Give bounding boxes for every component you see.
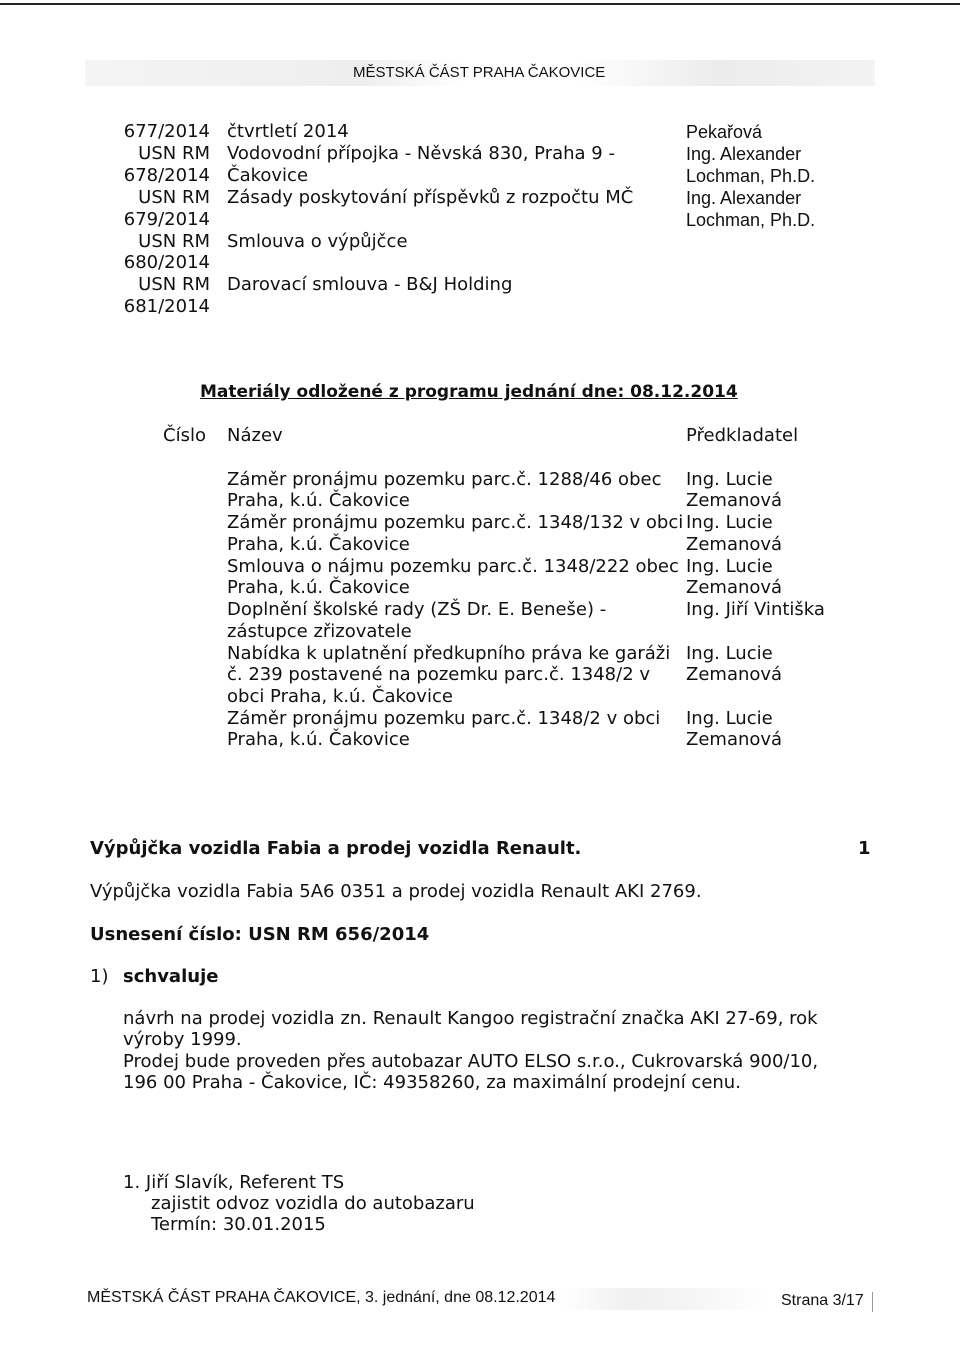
- list-item: Zemanová: [686, 534, 783, 555]
- list-item: Zemanová: [686, 729, 783, 750]
- task-line: Termín: 30.01.2015: [151, 1214, 326, 1235]
- list-item: Ing. Lucie: [686, 469, 773, 490]
- column-header-number: Číslo: [163, 425, 206, 446]
- point-number: 1): [90, 966, 109, 987]
- list-item: Zemanová: [686, 577, 783, 598]
- table-cell: USN RM: [138, 187, 210, 208]
- list-item: Doplnění školské rady (ZŠ Dr. E. Beneše) -: [227, 599, 607, 620]
- body-line: výroby 1999.: [123, 1029, 242, 1050]
- table-cell: Pekařová: [686, 122, 763, 142]
- table-cell: Smlouva o výpůjčce: [227, 231, 408, 252]
- table-cell: 681/2014: [123, 296, 210, 317]
- list-item: Praha, k.ú. Čakovice: [227, 729, 410, 750]
- footer-band: [560, 1288, 770, 1310]
- table-cell: 677/2014: [123, 121, 210, 142]
- list-item: Ing. Lucie: [686, 708, 773, 729]
- table-cell: Darovací smlouva - B&J Holding: [227, 274, 513, 295]
- body-line: 196 00 Praha - Čakovice, IČ: 49358260, za maximální prodejní cenu.: [123, 1072, 741, 1093]
- table-cell: 680/2014: [123, 252, 210, 273]
- list-item: Praha, k.ú. Čakovice: [227, 490, 410, 511]
- body-line: návrh na prodej vozidla zn. Renault Kangoo registrační značka AKI 27-69, rok: [123, 1008, 818, 1029]
- column-header-name: Název: [227, 425, 283, 446]
- table-cell: USN RM: [138, 231, 210, 252]
- table-cell: 679/2014: [123, 209, 210, 230]
- list-item: Praha, k.ú. Čakovice: [227, 534, 410, 555]
- list-item: Ing. Jiří Vintiška: [686, 599, 825, 620]
- list-item: Záměr pronájmu pozemku parc.č. 1348/2 v obci: [227, 708, 661, 729]
- list-item: Nabídka k uplatnění předkupního práva ke garáži: [227, 643, 671, 664]
- table-cell: Ing. Alexander: [686, 188, 802, 208]
- resolution-number: Usnesení číslo: USN RM 656/2014: [90, 924, 430, 945]
- task-line: zajistit odvoz vozidla do autobazaru: [151, 1193, 475, 1214]
- table-cell: Lochman, Ph.D.: [686, 166, 816, 186]
- table-cell: 678/2014: [123, 165, 210, 186]
- list-item: obci Praha, k.ú. Čakovice: [227, 686, 453, 707]
- item-description: Výpůjčka vozidla Fabia 5A6 0351 a prodej vozidla Renault AKI 2769.: [90, 881, 702, 902]
- page-number: Strana 3/17: [781, 1292, 864, 1309]
- list-item: Smlouva o nájmu pozemku parc.č. 1348/222 obec: [227, 556, 679, 577]
- column-header-submitter: Předkladatel: [686, 425, 799, 446]
- list-item: č. 239 postavené na pozemku parc.č. 1348/2 v: [227, 664, 651, 685]
- list-item: Záměr pronájmu pozemku parc.č. 1348/132 v obci: [227, 512, 684, 533]
- table-cell: USN RM: [138, 143, 210, 164]
- item-number: 1: [858, 838, 871, 859]
- list-item: Zemanová: [686, 664, 783, 685]
- table-cell: Vodovodní přípojka - Něvská 830, Praha 9 -: [227, 143, 615, 164]
- table-cell: Lochman, Ph.D.: [686, 210, 816, 230]
- list-item: Zemanová: [686, 490, 783, 511]
- list-item: Ing. Lucie: [686, 643, 773, 664]
- list-item: Praha, k.ú. Čakovice: [227, 577, 410, 598]
- table-cell: čtvrtletí 2014: [227, 121, 349, 142]
- item-title: Výpůjčka vozidla Fabia a prodej vozidla Renault.: [90, 838, 582, 859]
- body-line: Prodej bude proveden přes autobazar AUTO ELSO s.r.o., Cukrovarská 900/10,: [123, 1051, 819, 1072]
- table-cell: USN RM: [138, 274, 210, 295]
- list-item: Záměr pronájmu pozemku parc.č. 1288/46 obec: [227, 469, 662, 490]
- page-header-title: MĚSTSKÁ ČÁST PRAHA ČAKOVICE: [353, 64, 606, 81]
- table-cell: Ing. Alexander: [686, 144, 802, 164]
- postponed-heading: Materiály odložené z programu jednání dne: 08.12.2014: [200, 382, 738, 402]
- footer-divider: [872, 1292, 873, 1312]
- list-item: Ing. Lucie: [686, 556, 773, 577]
- task-line: 1. Jiří Slavík, Referent TS: [123, 1172, 345, 1193]
- list-item: zástupce zřizovatele: [227, 621, 412, 642]
- point-label: schvaluje: [123, 966, 219, 987]
- footer-left-text: MĚSTSKÁ ČÁST PRAHA ČAKOVICE, 3. jednání, dne 08.12.2014: [87, 1289, 556, 1306]
- table-cell: Zásady poskytování příspěvků z rozpočtu MČ: [227, 187, 634, 208]
- list-item: Ing. Lucie: [686, 512, 773, 533]
- table-cell: Čakovice: [227, 165, 309, 186]
- top-border-line: [0, 3, 960, 5]
